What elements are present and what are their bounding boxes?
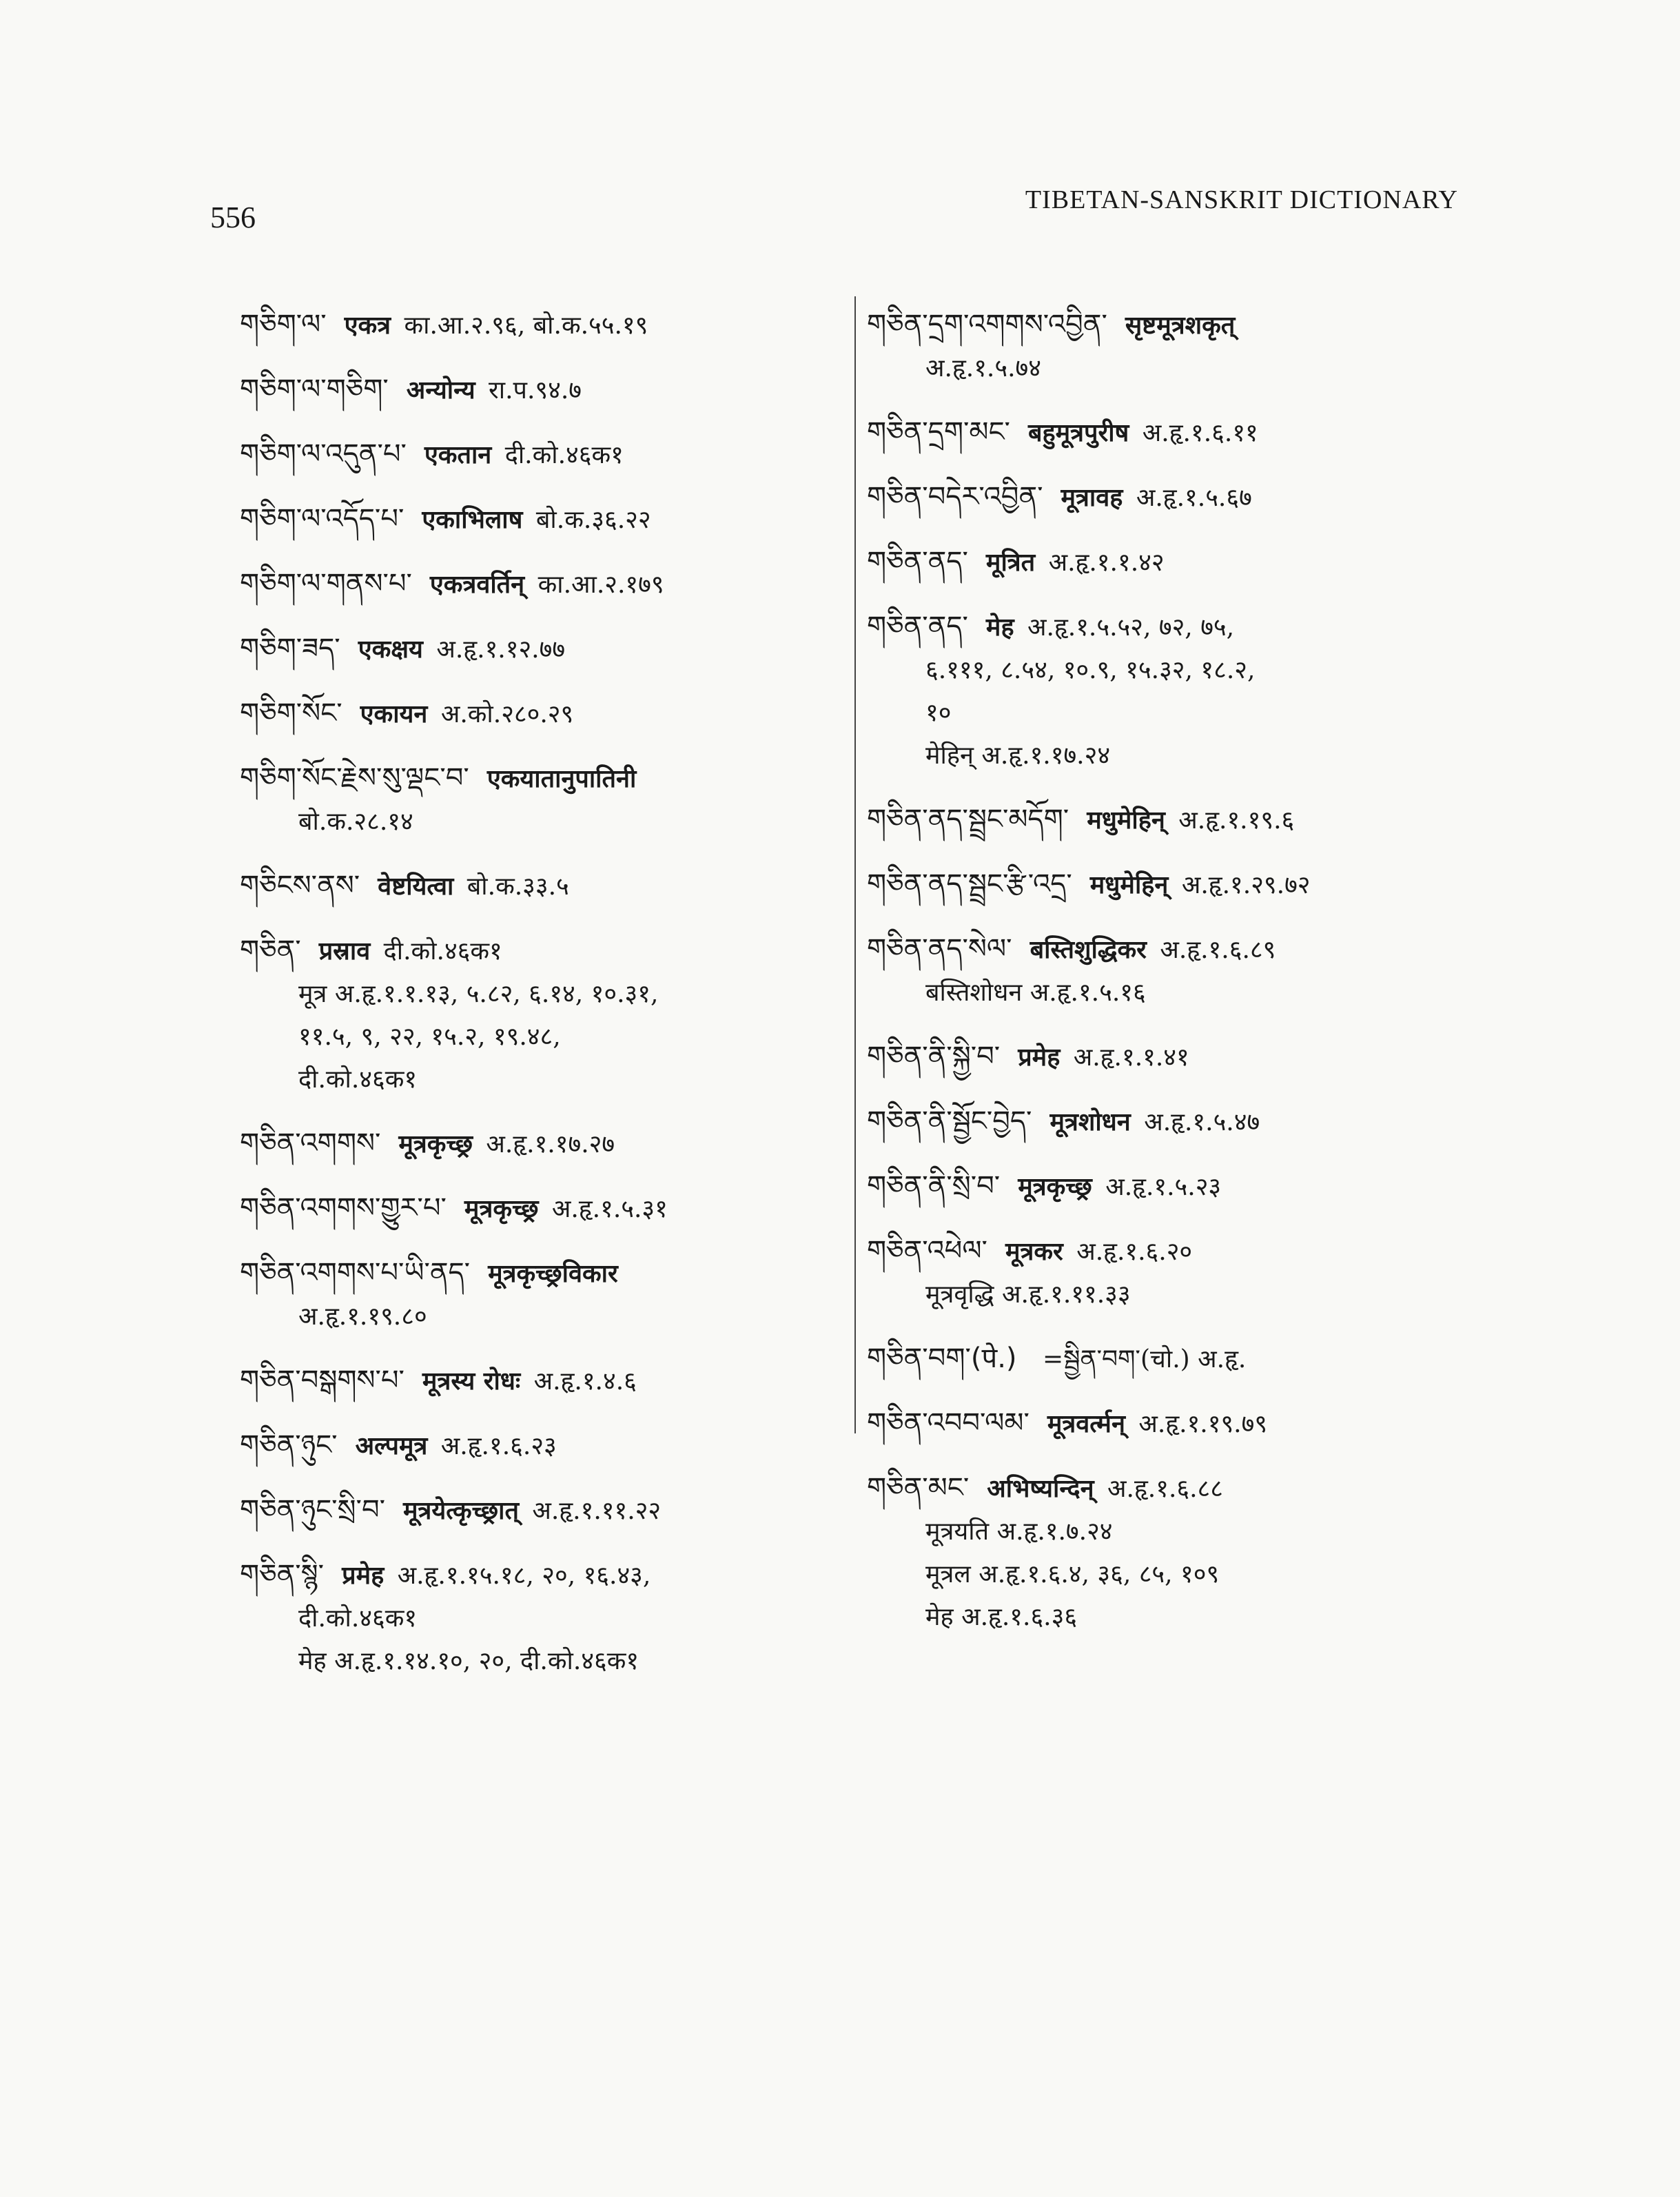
entry-headline [867,928,1473,972]
entry-continuation: १० [925,699,952,727]
source-reference: रा.प.९४.७ [480,376,582,405]
entry-headline [240,1424,846,1468]
source-reference: अ.हृ.१.१२.७७ [428,635,566,664]
dictionary-entry [240,929,846,1101]
entry-headline [240,368,846,412]
entry-continuation: मूत्रवृद्धि अ.हृ.१.११.३३ [925,1280,1131,1309]
entry-headline [240,1122,846,1166]
entry-continuation: अ.हृ.१.५.७४ [925,354,1041,382]
source-reference: अ.हृ.१.१९.७९ [1130,1410,1268,1438]
entry-continuation: अ.हृ.१.१९.८० [298,1302,427,1331]
entry-headline [867,1100,1473,1144]
sanskrit-equivalent: अभिष्यन्दिन् [987,1474,1094,1503]
entry-headline [867,1229,1473,1274]
entry-headline [867,1035,1473,1079]
dictionary-entry [867,1337,1473,1381]
source-reference: अ.हृ.१.१७.२७ [478,1130,615,1158]
tibetan-headword: གཅིན་ [240,934,301,966]
source-reference: अ.हृ.१.४.६ [526,1367,637,1396]
source-reference: अ.हृ.१.५.२३ [1097,1173,1222,1201]
tibetan-headword: གཅིན་ནི་སྐྱི་བ་ [867,1041,1001,1072]
dictionary-entry [867,1467,1473,1639]
column-divider [854,296,856,1433]
dictionary-entry [240,1251,846,1338]
sanskrit-equivalent: मूत्रस्य रोधः [422,1367,521,1396]
entry-continuation: मूत्र अ.हृ.१.१.१३, ५.८२, ६.१४, १०.३१, [298,980,659,1008]
dictionary-entry [240,757,846,844]
tibetan-headword: གཅིངས་ནས་ [240,870,360,901]
dictionary-entry [240,303,846,347]
entry-headline [867,476,1473,520]
sanskrit-equivalent: एकाभिलाष [422,505,523,534]
tibetan-headword: གཅིག་ལ་ [240,309,327,340]
entry-continuation: बो.क.२८.१४ [298,808,413,836]
tibetan-headword: གཅིན་ནད་ [867,546,968,578]
tibetan-headword: གཅིན་ནད་ [867,611,968,642]
dictionary-entry [240,1122,846,1166]
entry-headline [867,1402,1473,1446]
source-reference: अ.हृ.१.६.११ [1134,419,1258,447]
sanskrit-equivalent: मूत्रित [985,548,1036,577]
entry-headline [240,433,846,477]
entry-continuation: मेहिन् अ.हृ.१.१७.२४ [925,742,1111,770]
sanskrit-equivalent: प्रमेह [342,1561,385,1590]
dictionary-entry [240,1424,846,1468]
entry-headline [240,627,846,671]
dictionary-entry [867,303,1473,390]
sanskrit-equivalent: मधुमेहिन् [1087,806,1165,835]
sanskrit-equivalent: अल्पमूत्र [355,1431,428,1460]
dictionary-entry [240,368,846,412]
sanskrit-equivalent: मूत्रकृच्छ्र [1018,1172,1092,1201]
tibetan-headword: གཅིན་ནད་སྦྲང་མདོག་ [867,804,1069,835]
sanskrit-equivalent: मूत्रावह [1061,483,1123,512]
entry-headline [867,1337,1473,1381]
source-reference: अ.हृ.१.५.४७ [1136,1108,1260,1136]
tibetan-headword: གཅིན་དྲག་མང་ [867,416,1010,448]
dictionary-entry [240,1489,846,1533]
tibetan-headword: གཅིན་ཉུང་སྲི་བ་ [240,1494,385,1526]
source-reference: बो.क.३६.२२ [528,506,651,534]
sanskrit-equivalent: मूत्रकृच्छ्र [398,1130,473,1158]
entry-headline [867,1467,1473,1511]
entry-continuation: दी.को.४६क१ [298,1065,418,1094]
entry-headline [867,605,1473,649]
entry-headline [867,798,1473,842]
left-column [240,303,846,1704]
source-reference: अ.हृ.१.२९.७२ [1174,871,1311,899]
source-reference: अ.हृ.१.६.२० [1068,1238,1193,1266]
entry-continuation: मेह अ.हृ.१.६.३६ [925,1603,1078,1631]
sanskrit-equivalent: एकायन [360,699,428,728]
tibetan-headword: གཅིན་ནི་སྲི་བ་ [867,1170,1001,1202]
dictionary-entry [240,692,846,736]
entry-headline [867,303,1473,347]
entry-continuation: ११.५, ९, २२, १५.२, १९.४८, [298,1023,561,1051]
entry-headline [240,1489,846,1533]
sanskrit-equivalent: मेह [985,613,1014,642]
sanskrit-equivalent: वेष्टयित्वा [378,872,454,901]
source-reference: अ.हृ.१.१५.१८, २०, १६.४३, [389,1562,651,1590]
source-reference: का.आ.२.१७९ [530,571,664,599]
page-number: 556 [210,201,256,234]
source-reference: अ.हृ.१.५.३१ [544,1195,668,1223]
dictionary-entry [867,476,1473,520]
tibetan-headword: གཅིན་འགགས་ [240,1127,381,1159]
dictionary-entry [867,863,1473,907]
entry-headline [240,1251,846,1296]
source-reference: अ.को.२८०.२९ [433,700,574,728]
entry-headline [240,1359,846,1403]
entry-continuation: दी.को.४६क१ [298,1604,418,1633]
tibetan-headword: གཅིན་འབབ་ལམ་ [867,1407,1029,1439]
tibetan-headword: གཅིན་འཕེལ་ [867,1235,987,1267]
sanskrit-equivalent: मूत्रशोधन [1049,1107,1131,1136]
sanskrit-equivalent: मूत्रयेत्कृच्छ्रात् [403,1496,519,1525]
entry-continuation: मूत्रयति अ.हृ.१.७.२४ [925,1518,1113,1546]
tibetan-headword: གཅིག་ལ་འདོད་པ་ [240,503,404,535]
sanskrit-equivalent: मधुमेहिन् [1089,870,1169,899]
source-reference: अ.हृ.१.१९.६ [1170,806,1295,835]
tibetan-headword: གཅིག་སོང་ [240,697,342,729]
dictionary-entry [867,540,1473,584]
source-reference: दी.को.४६क१ [376,937,502,965]
tibetan-headword: གཅིན་བསྒགས་པ་ [240,1365,404,1396]
sanskrit-equivalent: मूत्रकृच्छ्रविकार [488,1259,618,1288]
dictionary-entry [240,627,846,671]
dictionary-entry [867,605,1473,777]
tibetan-headword: གཅིན་འགགས་པ་ཡི་ནད་ [240,1257,471,1289]
source-reference: अ.हृ.१.६.२३ [433,1432,557,1460]
entry-continuation: ६.१११, ८.५४, १०.९, १५.३२, १८.२, [925,656,1256,684]
source-reference: अ.हृ.१.१.४२ [1041,549,1165,577]
source-reference: अ.हृ.१.६.८९ [1151,936,1276,964]
source-reference: बो.क.३३.५ [459,872,569,901]
sanskrit-equivalent: एकत्र [344,311,391,340]
sanskrit-equivalent: अन्योन्य [406,376,475,405]
tibetan-headword: གཅིན་བག་(पे.) [867,1342,1017,1374]
source-reference: अ.हृ.१.५.६७ [1128,484,1252,512]
sanskrit-equivalent: प्रमेह [1018,1043,1061,1072]
tibetan-headword: གཅིན་ནད་སྦྲང་རྩི་འདྲ་ [867,868,1072,900]
sanskrit-equivalent: एकयातानुपातिनी [486,764,637,793]
dictionary-entry [240,864,846,908]
entry-headline [240,757,846,801]
tibetan-headword: གཅིག་ལ་འདུན་པ་ [240,438,407,470]
entry-headline [240,864,846,908]
source-reference: अ.हृ.१.५.५२, ७२, ७५, [1019,613,1235,642]
sanskrit-equivalent: मूत्रकृच्छ्र [464,1194,539,1223]
tibetan-headword: གཅིན་དྲག་འགགས་འབྱིན་ [867,309,1107,340]
dictionary-entry [867,928,1473,1014]
entry-headline [867,1165,1473,1209]
right-column [867,303,1473,1659]
tibetan-headword: གཅིག་ཟད་ [240,633,340,664]
tibetan-headword: གཅིག་སོང་རྗེས་སུ་ལྡང་བ་ [240,762,469,794]
tibetan-headword: གཅིན་མང་ [867,1472,970,1504]
entry-headline [240,303,846,347]
entry-continuation: बस्तिशोधन अ.हृ.१.५.१६ [925,979,1146,1007]
entry-headline [240,929,846,973]
sanskrit-equivalent: बहुमूत्रपुरीष [1027,418,1129,447]
tibetan-headword: གཅིན་བདེར་འབྱིན་ [867,481,1043,513]
dictionary-entry [867,1229,1473,1316]
dictionary-entry [867,1402,1473,1446]
running-title: TIBETAN-SANSKRIT DICTIONARY [1025,185,1458,214]
tibetan-headword: གཅིན་ནད་སེལ་ [867,933,1012,965]
entry-headline [240,692,846,736]
sanskrit-equivalent: बस्तिशुद्धिकर [1029,935,1147,964]
dictionary-entry [240,433,846,477]
tibetan-headword: གཅིག་ལ་གཅིག་ [240,374,389,405]
entry-headline [240,1553,846,1597]
entry-continuation: मेह अ.हृ.१.१४.१०, २०, दी.को.४६क१ [298,1647,639,1675]
source-reference: =སྦྱིན་བག་(चो.) अ.हृ. [1034,1345,1247,1373]
dictionary-entry [867,411,1473,455]
tibetan-headword: གཅིན་ནི་སྦྱོང་བྱེད་ [867,1105,1032,1137]
sanskrit-equivalent: एकतान [424,440,492,469]
entry-headline [240,1187,846,1231]
tibetan-headword: གཅིན་འགགས་གྱུར་པ་ [240,1192,447,1224]
tibetan-headword: གཅིག་ལ་གནས་པ་ [240,568,412,600]
source-reference: अ.हृ.१.११.२२ [524,1497,662,1525]
sanskrit-equivalent: सृष्टमूत्रशकृत् [1125,311,1236,340]
source-reference: अ.हृ.१.६.८८ [1099,1475,1223,1503]
sanskrit-equivalent: एकक्षय [358,635,423,664]
entry-headline [867,863,1473,907]
entry-continuation: मूत्रल अ.हृ.१.६.४, ३६, ८५, १०९ [925,1560,1220,1588]
dictionary-entry [240,1553,846,1683]
sanskrit-equivalent: मूत्रवर्त्मन् [1047,1409,1125,1438]
source-reference: अ.हृ.१.१.४१ [1065,1043,1189,1072]
dictionary-entry [240,498,846,542]
entry-headline [240,498,846,542]
source-reference: दी.को.४६क१ [497,441,624,469]
dictionary-entry [240,562,846,606]
dictionary-entry [867,1035,1473,1079]
dictionary-entry [240,1187,846,1231]
sanskrit-equivalent: प्रस्राव [318,937,371,965]
entry-headline [867,540,1473,584]
tibetan-headword: གཅིན་ཉུང་ [240,1429,338,1461]
dictionary-entry [867,1100,1473,1144]
entry-headline [240,562,846,606]
tibetan-headword: གཅིན་སྙི་ [240,1559,325,1591]
source-reference: का.आ.२.९६, बो.क.५५.१९ [396,311,648,340]
sanskrit-equivalent: मूत्रकर [1005,1237,1063,1266]
entry-headline [867,411,1473,455]
dictionary-entry [867,1165,1473,1209]
dictionary-entry [240,1359,846,1403]
sanskrit-equivalent: एकत्रवर्तिन् [429,570,525,599]
dictionary-entry [867,798,1473,842]
